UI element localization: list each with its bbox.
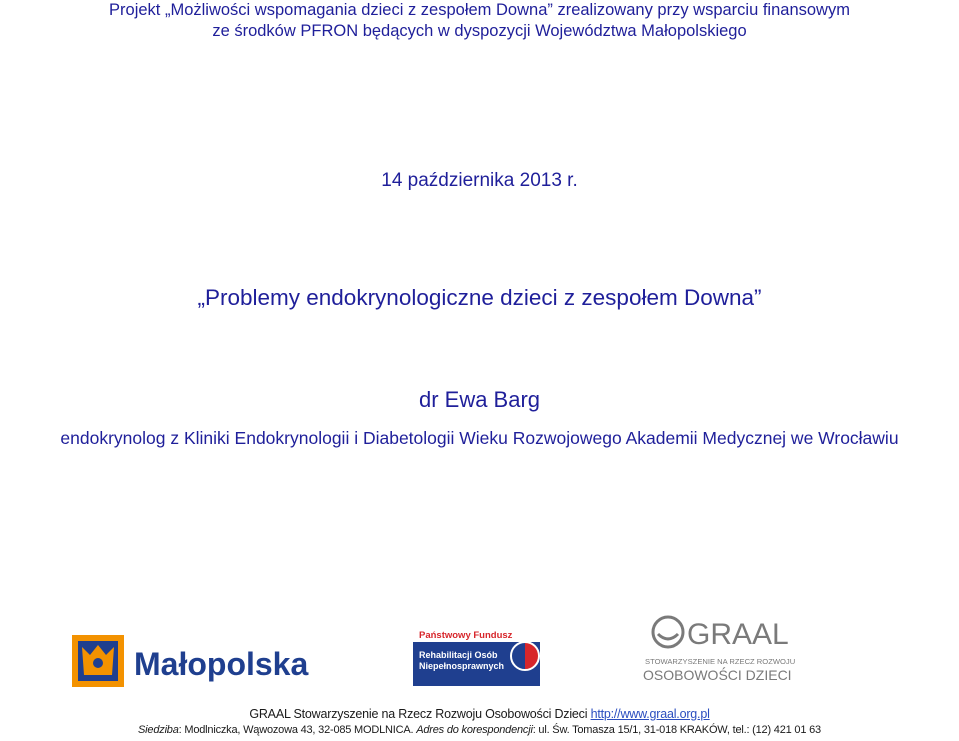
graal-logo [641,612,803,684]
footer-org-name: GRAAL Stowarzyszenie na Rzecz Rozwoju Osobowości Dzieci [249,707,591,721]
graal-website-link[interactable]: http://www.graal.org.pl [590,707,710,721]
graal-tagline-1: STOWARZYSZENIE NA RZECZ ROZWOJU [645,657,796,666]
graal-tagline-2: OSOBOWOŚCI DZIECI [643,667,792,683]
pfron-line-3: Niepełnosprawnych [419,661,505,671]
siedziba-label: Siedziba [138,724,179,736]
graal-smile-icon [653,617,683,647]
event-date: 14 października 2013 r. [381,170,578,191]
malopolska-logo [72,635,324,687]
malopolska-emblem-icon [72,635,124,687]
author-affiliation: endokrynolog z Kliniki Endokrynologii i Diabetologii Wieku Rozwojowego Akademii Medycznej we Wrocławiu [60,428,899,448]
footer-organization [0,707,959,721]
lecture-title: „Problemy endokrynologiczne dzieci z zespołem Downa” [197,285,762,310]
header-line-2: ze środków PFRON będących w dyspozycji Województwa Małopolskiego [212,22,747,40]
pfron-line-1: Państwowy Fundusz [419,630,513,641]
adres-text: : ul. Św. Tomasza 15/1, 31-018 KRAKÓW, tel.: (12) 421 01 63 [532,724,821,736]
malopolska-wordmark: Małopolska [134,646,309,682]
graal-wordmark: GRAAL [687,618,789,651]
footer-address [0,724,959,736]
adres-label: Adres do korespondencji [416,724,533,736]
pfron-line-2: Rehabilitacji Osób [419,650,498,660]
pfron-logo [413,608,540,686]
author-name: dr Ewa Barg [418,387,541,412]
siedziba-text: : Modlniczka, Wąwozowa 43, 32-085 MODLNICA. [178,724,417,736]
header-line-1: Projekt „Możliwości wspomagania dzieci z zespołem Downa” zrealizowany przy wsparciu finansowym [109,1,850,19]
